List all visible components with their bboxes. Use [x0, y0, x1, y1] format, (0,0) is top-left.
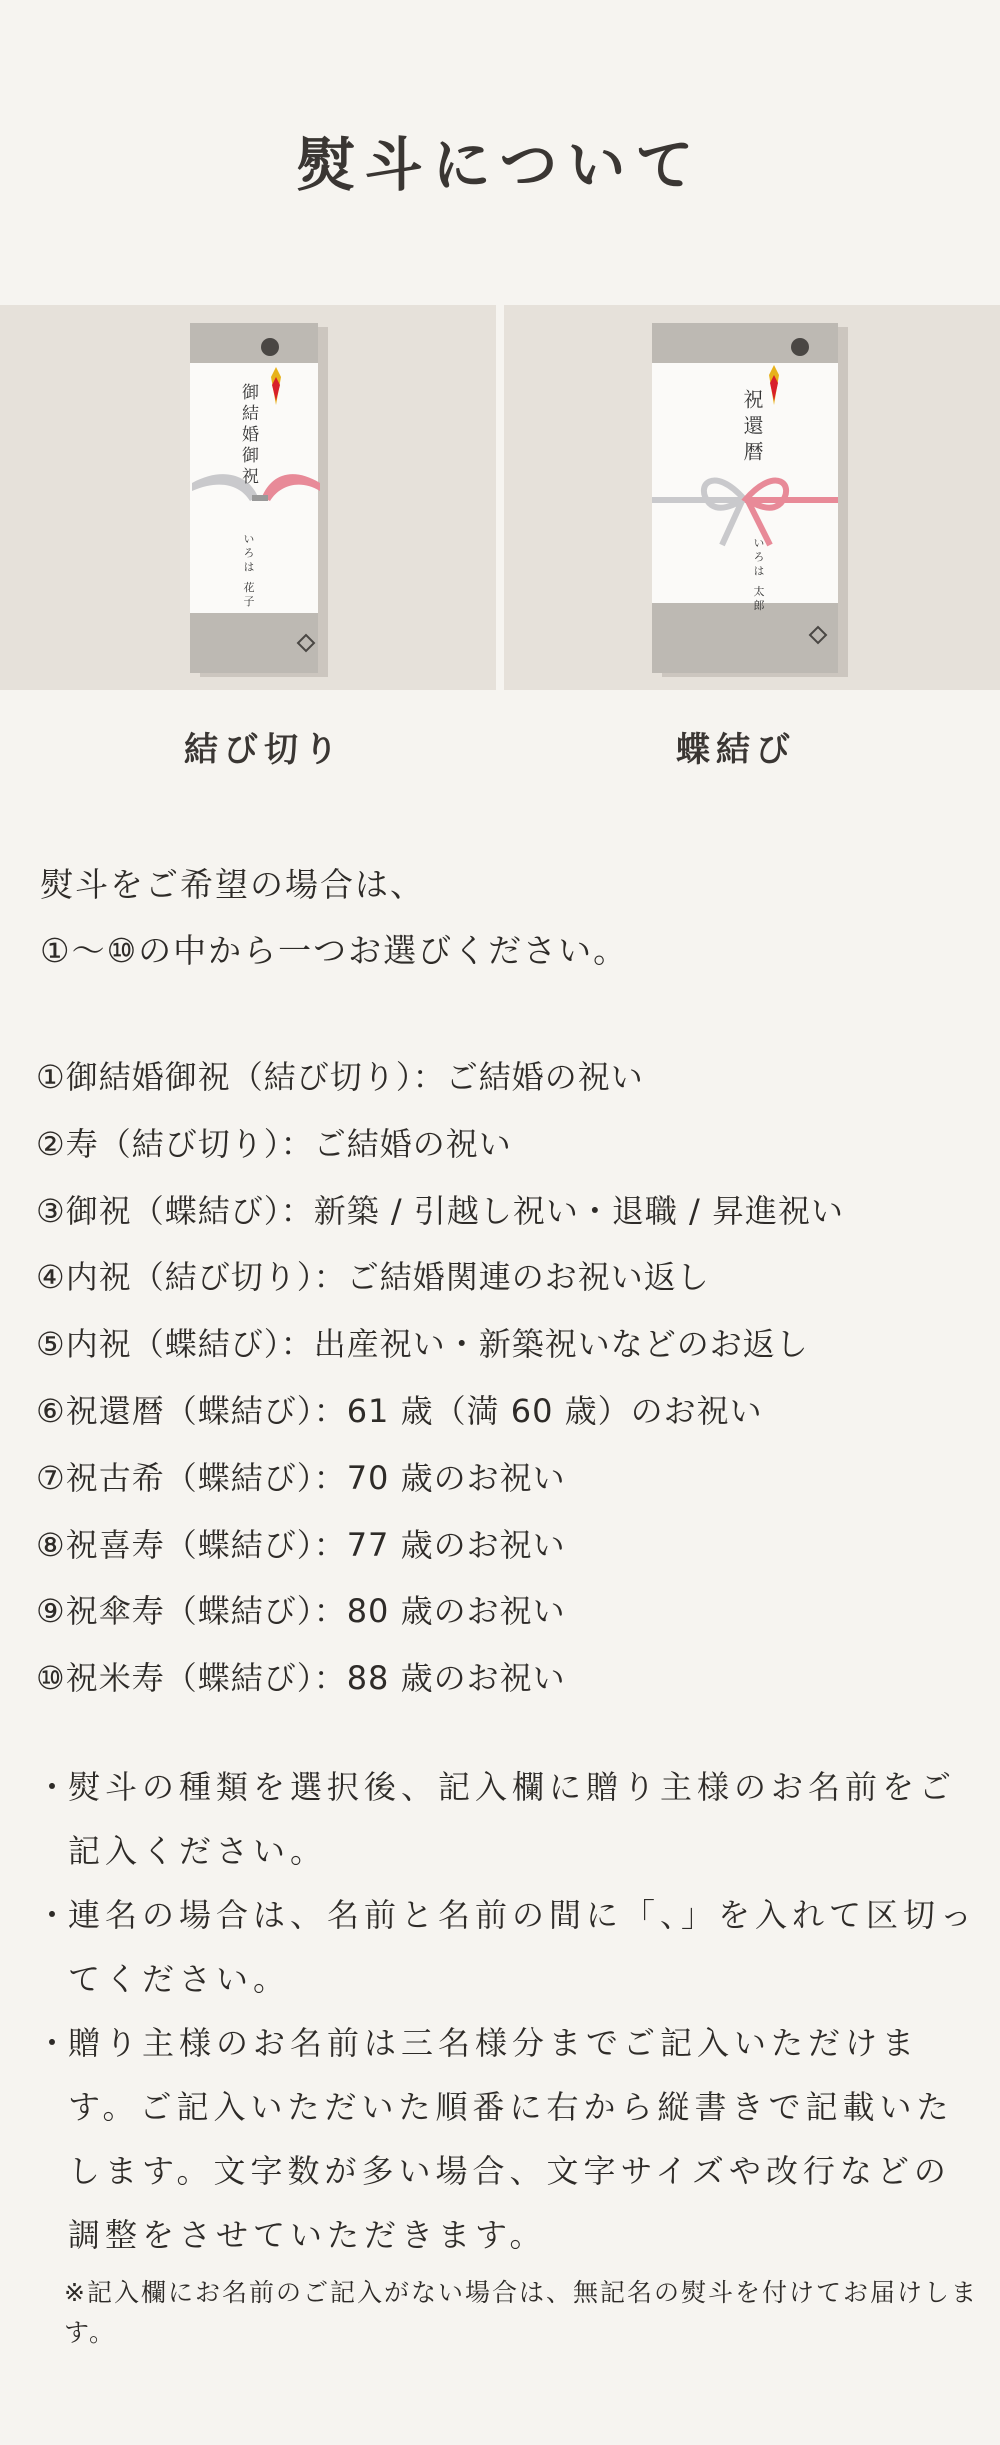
- musubikiri-caption: 結び切り: [184, 730, 344, 770]
- noshi-type-list: [36, 1044, 844, 1712]
- musubikiri-photo: [0, 305, 496, 690]
- note-item: [36, 2011, 978, 2267]
- bullet: ・: [36, 1896, 74, 1934]
- note-item: [36, 1883, 978, 2011]
- noshi-type-item: ⑩祝米寿（蝶結び）：88 歳のお祝い: [36, 1659, 566, 1698]
- page-title: 熨斗について: [296, 131, 704, 199]
- noshi-type-item: ⑦祝古希（蝶結び）：70 歳のお祝い: [36, 1458, 566, 1497]
- bullet: ・: [36, 2024, 74, 2062]
- noshi-main-text: 祝還暦: [740, 389, 764, 467]
- noshi-main-text: 御結婚御祝: [238, 383, 258, 488]
- footnote: ※記入欄にお名前のご記入がない場合は、無記名の熨斗を付けてお届けします。: [64, 2278, 978, 2347]
- bullet: ・: [36, 1768, 74, 1806]
- red-ribbon: [745, 497, 838, 503]
- chomusubi-photo: [504, 305, 1000, 690]
- intro-line: ①〜⑩の中から一つお選びください。: [40, 931, 629, 970]
- noshi-type-item: ⑧祝喜寿（蝶結び）：77 歳のお祝い: [36, 1525, 566, 1564]
- musubikiri-illustration: [0, 305, 496, 690]
- noshi-type-item: ③御祝（蝶結び）：新築 / 引越し祝い・退職 / 昇進祝い: [36, 1191, 844, 1230]
- noshi-type-item: ⑥祝還暦（蝶結び）：61 歳（満 60 歳）のお祝い: [36, 1391, 763, 1430]
- note-item: [36, 1755, 978, 1883]
- chomusubi-illustration: [504, 305, 1000, 690]
- chomusubi-caption: 蝶結び: [676, 730, 796, 770]
- logo-seal-icon: [791, 338, 809, 356]
- note-text: 贈り主様のお名前は三名様分までご記入いただけます。ご記入いただいた順番に右から縦書きで記載いたします。文字数が多い場合、文字サイズや改行などの調整をさせていただきます。: [68, 2024, 954, 2254]
- noshi-name-text: いろは 太郎: [752, 537, 765, 614]
- note-text: 連名の場合は、名前と名前の間に「、」を入れて区切ってください。: [68, 1896, 978, 1998]
- silver-ribbon: [652, 497, 745, 503]
- noshi-type-item: ②寿（結び切り）：ご結婚の祝い: [36, 1124, 512, 1163]
- logo-seal-icon: [261, 338, 279, 356]
- note-text: 熨斗の種類を選択後、記入欄に贈り主様のお名前をご記入ください。: [68, 1768, 957, 1870]
- intro-text: [40, 852, 628, 984]
- noshi-type-item: ④内祝（結び切り）：ご結婚関連のお祝い返し: [36, 1258, 710, 1297]
- noshi-name-text: いろは 花子: [242, 533, 255, 610]
- noshi-type-item: ⑨祝傘寿（蝶結び）：80 歳のお祝い: [36, 1592, 566, 1631]
- notes-list: [36, 1755, 978, 2353]
- intro-line: 熨斗をご希望の場合は、: [40, 865, 425, 904]
- noshi-type-item: ⑤内祝（蝶結び）：出産祝い・新築祝いなどのお返し: [36, 1325, 809, 1364]
- noshi-type-item: ①御結婚御祝（結び切り）：ご結婚の祝い: [36, 1058, 644, 1096]
